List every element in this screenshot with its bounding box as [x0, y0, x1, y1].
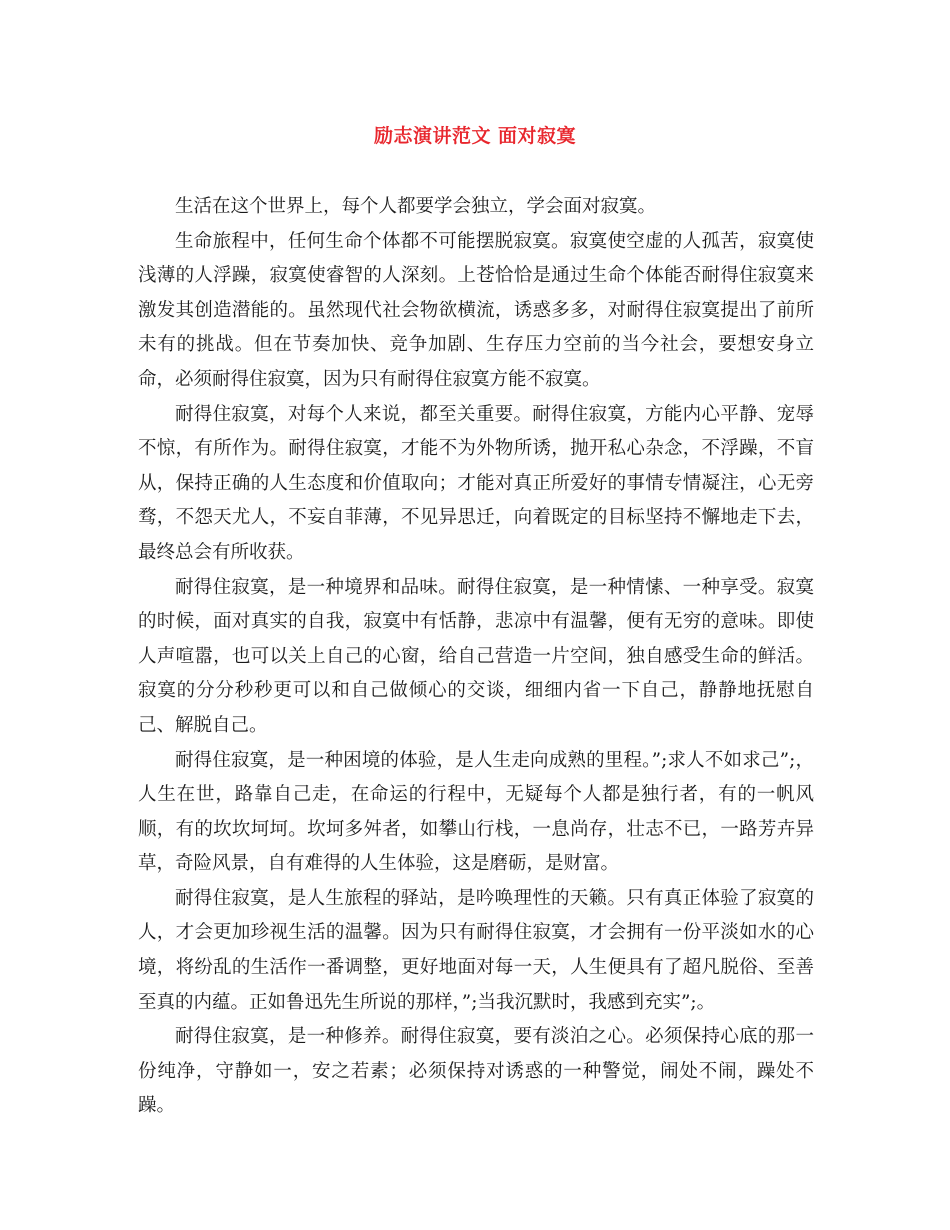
paragraph: 耐得住寂寞，对每个人来说，都至关重要。耐得住寂寞，方能内心平静、宠辱不惊，有所作为。耐得住寂寞，才能不为外物所诱，抛开私心杂念，不浮躁，不盲从，保持正确的人生态度和价值取向；才能对真正所爱好的事情专情凝注，心无旁骛，不怨天尤人，不妄自菲薄，不见异思迁，向着既定的目标坚持不懈地走下去，最终总会有所收获。 — [138, 403, 814, 563]
paragraph: 耐得住寂寞，是一种困境的体验，是人生走向成熟的里程。”;求人不如求己”;，人生在世，路靠自己走，在命运的行程中，无疑每个人都是独行者，有的一帆风顺，有的坎坎坷坷。坎坷多舛者，如攀山行栈，一息尚存，壮志不已，一路芳卉异草，奇险风景，自有难得的人生体验，这是磨砺，是财富。 — [138, 749, 814, 875]
document-body — [138, 190, 814, 1124]
paragraph: 耐得住寂寞，是一种修养。耐得住寂寞，要有淡泊之心。必须保持心底的那一份纯净，守静如一，安之若素；必须保持对诱惑的一种警觉，闹处不闹，躁处不躁。 — [138, 1026, 814, 1117]
paragraph: 生活在这个世界上，每个人都要学会独立，学会面对寂寞。 — [175, 196, 657, 217]
paragraph: 耐得住寂寞，是一种境界和品味。耐得住寂寞，是一种情愫、一种享受。寂寞的时候，面对真实的自我，寂寞中有恬静，悲凉中有温馨，便有无穷的意味。即使人声喧嚣，也可以关上自己的心窗，给自己营造一片空间，独自感受生命的鲜活。寂寞的分分秒秒更可以和自己做倾心的交谈，细细内省一下自己，静静地抚慰自己、解脱自己。 — [138, 576, 814, 736]
paragraph: 耐得住寂寞，是人生旅程的驿站，是吟唤理性的天籁。只有真正体验了寂寞的人，才会更加珍视生活的温馨。因为只有耐得住寂寞，才会拥有一份平淡如水的心境，将纷乱的生活作一番调整，更好地面对每一天，人生便具有了超凡脱俗、至善至真的内蕴。正如鲁迅先生所说的那样，”;当我沉默时，我感到充实”;。 — [138, 887, 814, 1013]
paragraph: 生命旅程中，任何生命个体都不可能摆脱寂寞。寂寞使空虚的人孤苦，寂寞使浅薄的人浮躁，寂寞使睿智的人深刻。上苍恰恰是通过生命个体能否耐得住寂寞来激发其创造潜能的。虽然现代社会物欲横流，诱惑多多，对耐得住寂寞提出了前所未有的挑战。但在节奏加快、竞争加剧、生存压力空前的当今社会，要想安身立命，必须耐得住寂寞，因为只有耐得住寂寞方能不寂寞。 — [138, 230, 814, 390]
document-title: 励志演讲范文 面对寂寞 — [373, 125, 577, 147]
